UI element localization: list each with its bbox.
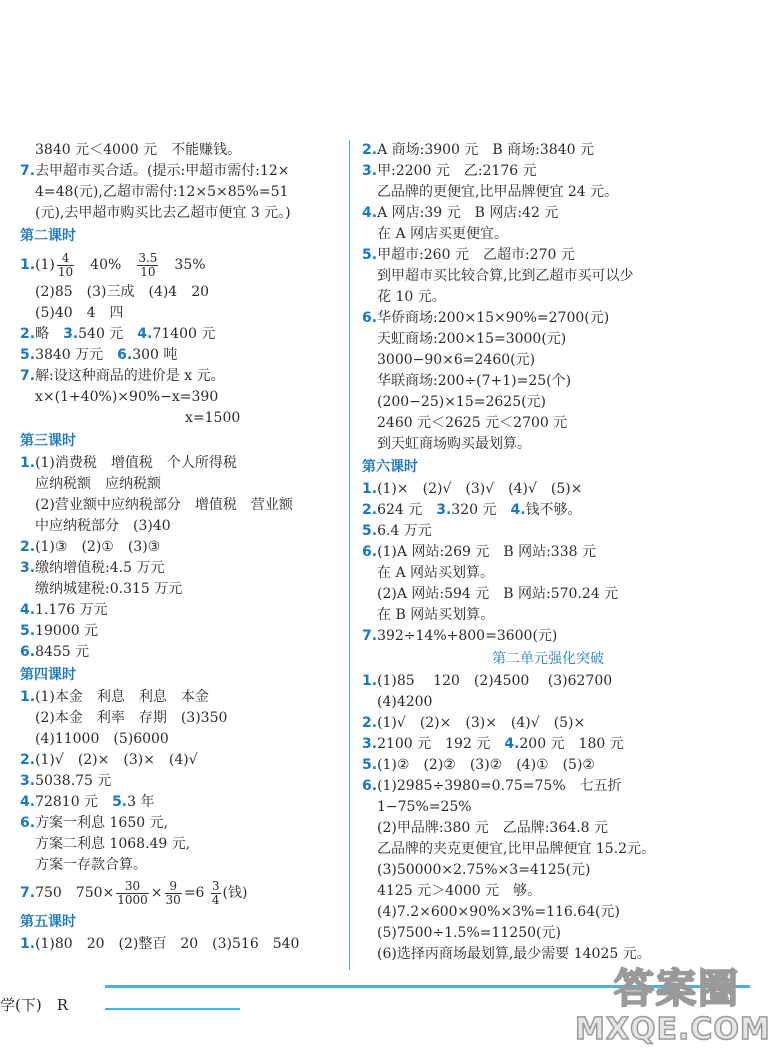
answer-line	[20, 600, 345, 621]
question-number: 6.	[20, 644, 36, 660]
answer-line	[362, 818, 734, 839]
answer-line	[20, 324, 345, 345]
answer-line	[20, 408, 345, 429]
fraction-numerator: 3.5	[138, 250, 158, 265]
section-heading: 第三课时	[20, 433, 76, 449]
answer-line	[362, 605, 734, 626]
question-number: 6.	[362, 310, 378, 326]
answer-text: 华侨商场:200×15×90%=2700(元)	[377, 310, 610, 326]
question-number: 6.	[20, 815, 36, 831]
answer-line	[20, 729, 345, 750]
answer-text: 392÷14%+800=3600(元)	[377, 628, 558, 644]
answer-line	[362, 224, 734, 245]
fraction	[165, 880, 182, 907]
question-number: 4.	[137, 326, 153, 342]
question-number: 1.	[20, 257, 36, 273]
answer-text: 320 元	[451, 502, 511, 518]
answer-text: x×(1+40%)×90%−x=390	[35, 389, 219, 405]
question-number: 7.	[20, 163, 36, 179]
left-column	[20, 140, 345, 955]
question-number: 4.	[504, 736, 520, 752]
answer-text: (2)本金 利率 存期 (3)350	[35, 710, 228, 726]
footer-subject: 学(下) R	[0, 996, 68, 1014]
section-heading: 第四课时	[20, 667, 76, 683]
answer-line	[362, 584, 734, 605]
answer-line	[362, 626, 734, 647]
answer-text: 200 元 180 元	[519, 736, 624, 752]
answer-line	[362, 542, 734, 563]
answer-text: 300 吨	[132, 347, 178, 363]
section-heading: 第六课时	[362, 459, 418, 475]
question-number: 2.	[20, 326, 36, 342]
question-number: 1.	[20, 689, 36, 705]
answer-text: (4)7.2×600×90%×3%=116.64(元)	[377, 904, 620, 920]
question-number: 5.	[362, 523, 378, 539]
answer-text: 在 A 网站买划算。	[377, 565, 495, 581]
fraction-denominator: 10	[57, 264, 74, 279]
answer-text: (4)11000 (5)6000	[35, 731, 169, 747]
answer-text: (200−25)×15=2625(元)	[377, 394, 547, 410]
answer-text: (4)4200	[377, 694, 433, 710]
question-number: 1.	[20, 455, 36, 471]
answer-text: =6	[183, 885, 209, 901]
answer-line	[20, 792, 345, 813]
answer-text: (1)× (2)√ (3)√ (4)√ (5)×	[377, 481, 583, 497]
answer-line	[20, 453, 345, 474]
answer-line	[362, 140, 734, 161]
answer-text: 缴纳增值税:4.5 万元	[35, 560, 165, 576]
question-number: 4.	[362, 205, 378, 221]
fraction-denominator: 1000	[117, 892, 148, 907]
answer-text: 750 750×	[35, 885, 115, 901]
question-number: 4.	[20, 794, 36, 810]
answer-text: (1)	[35, 257, 55, 273]
answer-line	[362, 671, 734, 692]
question-number: 3.	[20, 773, 36, 789]
answer-text: 方案一利息 1650 元,	[35, 815, 169, 831]
fraction-numerator: 30	[116, 880, 149, 894]
fraction-numerator: 4	[57, 252, 74, 266]
answer-text: (1)② (2)② (3)② (4)① (5)②	[377, 757, 595, 773]
question-number: 6.	[117, 347, 133, 363]
answer-line	[362, 563, 734, 584]
fraction	[211, 880, 221, 907]
answer-line	[362, 713, 734, 734]
answer-line	[362, 203, 734, 224]
answer-text: 方案一存款合算。	[35, 857, 147, 873]
answer-text: (钱)	[222, 885, 248, 901]
answer-text: 在 A 网店买更便宜。	[377, 226, 509, 242]
answer-line	[20, 813, 345, 834]
answer-text: (2)A 网站:594 元 B 网站:570.24 元	[377, 586, 619, 602]
answer-text: 8455 元	[35, 644, 90, 660]
answer-text: (2)85 (3)三成 (4)4 20	[35, 284, 210, 300]
question-number: 6.	[362, 778, 378, 794]
answer-text: (6)选择丙商场最划算,最少需要 14025 元。	[377, 946, 651, 962]
fraction	[116, 880, 149, 907]
fraction-denominator: 4	[211, 892, 220, 907]
question-number: 7.	[20, 885, 36, 901]
answer-text: 5038.75 元	[35, 773, 112, 789]
watermark-url: MXQE.COM	[575, 1012, 771, 1047]
answer-line	[362, 860, 734, 881]
answer-text: 钱不够。	[525, 502, 582, 518]
answer-line	[20, 516, 345, 537]
answer-line	[20, 642, 345, 663]
answer-text: 到天虹商场购买最划算。	[377, 436, 531, 452]
answer-text: (2)甲品牌:380 元 乙品牌:364.8 元	[377, 820, 608, 836]
question-number: 2.	[362, 715, 378, 731]
answer-line	[20, 495, 345, 516]
answer-line	[20, 855, 345, 876]
answer-line	[20, 474, 345, 495]
answer-line	[20, 876, 345, 910]
question-number: 3.	[20, 560, 36, 576]
answer-line	[20, 366, 345, 387]
answer-text: 到甲超市买比较合算,比到乙超市买可以少	[377, 268, 634, 284]
answer-text: 缴纳城建税:0.315 万元	[35, 581, 183, 597]
answer-line	[362, 923, 734, 944]
fraction-numerator: 9	[165, 880, 182, 894]
watermark-logo	[575, 966, 771, 1054]
answer-text: A 商场:3900 元 B 商场:3840 元	[377, 142, 594, 158]
answer-line	[362, 245, 734, 266]
answer-text: 4125 元＞4000 元 够。	[377, 883, 542, 899]
answer-line	[20, 621, 345, 642]
question-number: 4.	[20, 602, 36, 618]
answer-text: 540 元	[78, 326, 138, 342]
answer-line	[362, 902, 734, 923]
answer-text: 3840 元＜4000 元 不能赚钱。	[35, 142, 242, 158]
column-divider	[349, 140, 350, 970]
answer-text: (1)80 20 (2)整百 20 (3)516 540	[35, 936, 300, 952]
answer-text: 方案二利息 1068.49 元,	[35, 836, 191, 852]
answer-line	[20, 558, 345, 579]
answer-line	[362, 692, 734, 713]
answer-text: A 网店:39 元 B 网店:42 元	[377, 205, 559, 221]
answer-text: 去甲超市买合适。(提示:甲超市需付:12×	[35, 163, 290, 179]
question-number: 1.	[362, 481, 378, 497]
answer-text: (1)√ (2)× (3)× (4)√ (5)×	[377, 715, 586, 731]
answer-line	[20, 161, 345, 182]
answer-text: 花 10 元。	[377, 289, 446, 305]
answer-text: 1.176 万元	[35, 602, 108, 618]
answer-text: (1)2985÷3980=0.75=75% 七五折	[377, 778, 622, 794]
answer-line	[362, 479, 734, 500]
answer-line	[20, 282, 345, 303]
answer-text: (3)50000×2.75%×3=4125(元)	[377, 862, 591, 878]
answer-line	[20, 687, 345, 708]
answer-text: (元),去甲超市购买比去乙超市便宜 3 元。)	[35, 205, 291, 221]
answer-text: 40%	[76, 257, 136, 273]
question-number: 2.	[362, 502, 378, 518]
unit-heading: 第二单元强化突破	[492, 651, 604, 667]
answer-text: 3840 万元	[35, 347, 118, 363]
answer-text: 乙品牌的更便宜,比甲品牌便宜 24 元。	[377, 184, 619, 200]
question-number: 3.	[63, 326, 79, 342]
answer-line	[362, 329, 734, 350]
answer-line	[362, 521, 734, 542]
watermark-title: 答案圈	[614, 966, 740, 1012]
answer-line	[362, 881, 734, 902]
question-number: 5.	[362, 247, 378, 263]
answer-line	[20, 579, 345, 600]
answer-text: (1)③ (2)① (3)③	[35, 539, 161, 555]
question-number: 7.	[362, 628, 378, 644]
answer-text: 中应纳税部分 (3)40	[35, 518, 171, 534]
question-number: 7.	[20, 368, 36, 384]
answer-text: 在 B 网站买划算。	[377, 607, 495, 623]
answer-text: (1)消费税 增值税 个人所得税	[35, 455, 237, 471]
answer-line	[20, 750, 345, 771]
question-number: 3.	[436, 502, 452, 518]
answer-line	[20, 387, 345, 408]
answer-line	[20, 248, 345, 282]
answer-line	[20, 345, 345, 366]
question-number: 2.	[20, 539, 36, 555]
question-number: 1.	[20, 936, 36, 952]
answer-text: 甲:2200 元 乙:2176 元	[377, 163, 537, 179]
answer-line	[362, 755, 734, 776]
answer-line	[20, 303, 345, 324]
answer-line	[362, 413, 734, 434]
answer-text: 甲超市:260 元 乙超市:270 元	[377, 247, 575, 263]
right-column	[362, 140, 734, 965]
answer-text: (5)40 4 四	[35, 305, 124, 321]
answer-text: (1)√ (2)× (3)× (4)√	[35, 752, 198, 768]
answer-text: 解:设这种商品的进价是 x 元。	[35, 368, 225, 384]
answer-text: 3 年	[127, 794, 155, 810]
footer-rule-short	[105, 1008, 240, 1010]
answer-line	[20, 708, 345, 729]
question-number: 2.	[362, 142, 378, 158]
answer-text: 35%	[160, 257, 206, 273]
answer-text: 天虹商场:200×15=3000(元)	[377, 331, 567, 347]
section-heading: 第五课时	[20, 914, 76, 930]
answer-text: 4=48(元),乙超市需付:12×5×85%=51	[35, 184, 289, 200]
answer-line	[20, 771, 345, 792]
answer-text: 6.4 万元	[377, 523, 432, 539]
answer-line	[362, 182, 734, 203]
answer-text: (1)85 120 (2)4500 (3)62700	[377, 673, 613, 689]
answer-line	[20, 934, 345, 955]
answer-line	[362, 266, 734, 287]
answer-text: (2)营业额中应纳税部分 增值税 营业额	[35, 497, 293, 513]
answer-text: 624 元	[377, 502, 437, 518]
question-number: 6.	[362, 544, 378, 560]
question-number: 5.	[362, 757, 378, 773]
answer-text: 19000 元	[35, 623, 99, 639]
answer-text: 2460 元＜2625 元＜2700 元	[377, 415, 568, 431]
answer-text: 乙品牌的夹克更便宜,比甲品牌便宜 15.2元。	[377, 841, 656, 857]
section-heading: 第二课时	[20, 228, 76, 244]
answer-line	[362, 797, 734, 818]
answer-text: (1)A 网站:269 元 B 网站:338 元	[377, 544, 596, 560]
question-number: 1.	[362, 673, 378, 689]
answer-text: 2100 元 192 元	[377, 736, 505, 752]
answer-line	[362, 734, 734, 755]
answer-text: x=1500	[185, 410, 241, 426]
answer-text: 华联商场:200÷(7+1)=25(个)	[377, 373, 572, 389]
answer-text: 略	[35, 326, 64, 342]
answer-text: 72810 元	[35, 794, 113, 810]
answer-text: 应纳税额 应纳税额	[35, 476, 161, 492]
fraction-denominator: 30	[165, 892, 181, 907]
answer-line	[362, 944, 734, 965]
answer-line	[20, 203, 345, 224]
answer-line	[362, 500, 734, 521]
answer-line	[20, 537, 345, 558]
answer-line	[20, 834, 345, 855]
answer-text: (5)7500÷1.5%=11250(元)	[377, 925, 561, 941]
answer-line	[362, 371, 734, 392]
question-number: 4.	[510, 502, 526, 518]
answer-text: 71400 元	[152, 326, 216, 342]
fraction	[137, 252, 158, 279]
answer-line	[20, 140, 345, 161]
fraction-numerator: 3	[211, 878, 220, 893]
answer-text: (1)本金 利息 利息 本金	[35, 689, 209, 705]
answer-line	[362, 776, 734, 797]
question-number: 5.	[112, 794, 128, 810]
answer-line	[20, 182, 345, 203]
answer-line	[362, 350, 734, 371]
answer-line	[362, 392, 734, 413]
answer-line	[362, 308, 734, 329]
question-number: 2.	[20, 752, 36, 768]
answer-text: ×	[150, 885, 163, 901]
fraction	[57, 252, 74, 279]
answer-line	[362, 434, 734, 455]
answer-line	[362, 287, 734, 308]
question-number: 3.	[362, 163, 378, 179]
answer-text: 3000−90×6=2460(元)	[377, 352, 536, 368]
answer-line	[362, 839, 734, 860]
question-number: 5.	[20, 347, 36, 363]
answer-line	[362, 161, 734, 182]
fraction-denominator: 10	[140, 264, 156, 279]
answer-text: 1−75%=25%	[377, 799, 472, 815]
question-number: 5.	[20, 623, 36, 639]
question-number: 3.	[362, 736, 378, 752]
